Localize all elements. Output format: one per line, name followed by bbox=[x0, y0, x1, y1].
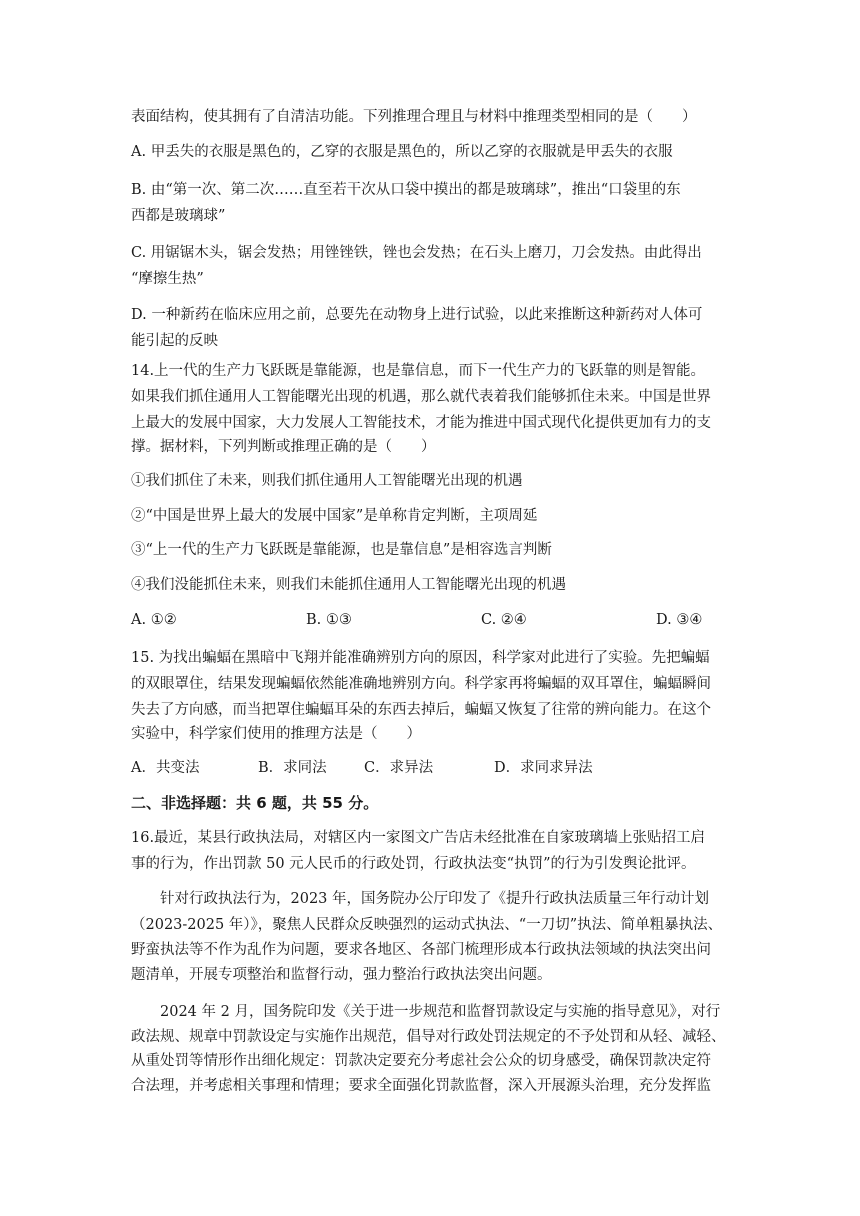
q13-option-c-line1: C. 用锯锯木头，锯会发热；用锉锉铁，锉也会发热；在石头上磨刀，刀会发热。由此得出 bbox=[131, 245, 702, 261]
q14-stem-line2: 如果我们抓住通用人工智能曙光出现的机遇，那么就代表着我们能够抓住未来。中国是世界 bbox=[131, 389, 711, 405]
q16-p2-line4: 题清单，开展专项整治和监督行动，强力整治行政执法突出问题。 bbox=[131, 967, 552, 983]
q14-stem-line4: 撑。据材料，下列判断或推理正确的是（ ） bbox=[131, 439, 436, 455]
q13-option-b-line2: 西都是玻璃球” bbox=[131, 208, 226, 224]
q16-p2-line3: 野蛮执法等不作为乱作为问题，要求各地区、各部门梳理形成本行政执法领域的执法突出问 bbox=[131, 942, 711, 958]
q16-p3-line4: 合法理，并考虑相关事理和情理；要求全面强化罚款监督，深入开展源头治理，充分发挥监 bbox=[131, 1078, 711, 1094]
q13-option-b-line1: B. 由“第一次、第二次……直至若干次从口袋中摸出的都是玻璃球”，推出“口袋里的东 bbox=[131, 182, 681, 198]
q15-stem-line4: 实验中，科学家们使用的推理方法是（ ） bbox=[131, 726, 421, 742]
q14-item-1: ①我们抓住了未来，则我们抓住通用人工智能曙光出现的机遇 bbox=[131, 473, 523, 489]
q15-choice-d: D．求同求异法 bbox=[494, 760, 593, 776]
q13-option-a: A. 甲丢失的衣服是黑色的，乙穿的衣服是黑色的，所以乙穿的衣服就是甲丢失的衣服 bbox=[131, 144, 673, 160]
section-heading: 二、非选择题：共 6 题，共 55 分。 bbox=[131, 794, 379, 812]
q13-option-d-line1: D. 一种新药在临床应用之前，总要先在动物身上进行试验，以此来推断这种新药对人体可 bbox=[131, 307, 703, 323]
q13-option-c-line2: “摩擦生热” bbox=[131, 271, 204, 287]
q15-choice-b: B．求同法 bbox=[258, 760, 327, 776]
q16-p3-line3: 从重处罚等情形作出细化规定：罚款决定要充分考虑社会公众的切身感受，确保罚款决定符 bbox=[131, 1053, 711, 1069]
q15-stem-line1: 15. 为找出蝙蝠在黑暗中飞翔并能准确辨别方向的原因，科学家对此进行了实验。先把蝙蝠 bbox=[131, 650, 710, 666]
q13-option-d-line2: 能引起的反映 bbox=[131, 333, 218, 349]
q14-item-4: ④我们没能抓住未来，则我们未能抓住通用人工智能曙光出现的机遇 bbox=[131, 577, 566, 593]
q14-item-2: ②“中国是世界上最大的发展中国家”是单称肯定判断，主项周延 bbox=[131, 508, 538, 524]
q14-item-3: ③“上一代的生产力飞跃既是靠能源，也是靠信息”是相容选言判断 bbox=[131, 542, 552, 558]
q14-stem-line1: 14.上一代的生产力飞跃既是靠能源，也是靠信息，而下一代生产力的飞跃靠的则是智能。 bbox=[131, 363, 706, 379]
q15-choice-a: A．共变法 bbox=[131, 760, 200, 776]
q14-choice-b: B. ①③ bbox=[306, 612, 352, 628]
q16-p3-line1: 2024 年 2 月，国务院印发《关于进一步规范和监督罚款设定与实施的指导意见》，对行 bbox=[160, 1004, 721, 1020]
q16-p1-line1: 16.最近，某县行政执法局，对辖区内一家图文广告店未经批准在自家玻璃墙上张贴招工启 bbox=[131, 830, 706, 846]
q16-p2-line1: 针对行政执法行为，2023 年，国务院办公厅印发了《提升行政执法质量三年行动计划 bbox=[160, 891, 710, 907]
q13-stem-tail: 表面结构，使其拥有了自清洁功能。下列推理合理且与材料中推理类型相同的是（ ） bbox=[131, 109, 697, 125]
q16-p3-line2: 政法规、规章中罚款设定与实施作出规范，倡导对行政处罚法规定的不予处罚和从轻、减轻、 bbox=[131, 1029, 726, 1045]
q15-stem-line3: 失去了方向感，而当把罩住蝙蝠耳朵的东西去掉后，蝙蝠又恢复了往常的辨向能力。在这个 bbox=[131, 702, 711, 718]
q15-stem-line2: 的双眼罩住，结果发现蝙蝠依然能准确地辨别方向。科学家再将蝙蝠的双耳罩住，蝙蝠瞬间 bbox=[131, 676, 711, 692]
q14-choice-c: C. ②④ bbox=[481, 612, 527, 628]
q14-stem-line3: 上最大的发展中国家，大力发展人工智能技术，才能为推进中国式现代化提供更加有力的支 bbox=[131, 415, 711, 431]
q15-choice-c: C．求异法 bbox=[364, 760, 434, 776]
q16-p1-line2: 事的行为，作出罚款 50 元人民币的行政处罚，行政执法变“执罚”的行为引发舆论批评。 bbox=[131, 856, 696, 872]
q14-choice-a: A. ①② bbox=[131, 612, 177, 628]
q14-choice-d: D. ③④ bbox=[656, 612, 703, 628]
q16-p2-line2: （2023-2025 年）》，聚焦人民群众反映强烈的运动式执法、“一刀切”执法、简单粗暴执法、 bbox=[131, 917, 723, 933]
